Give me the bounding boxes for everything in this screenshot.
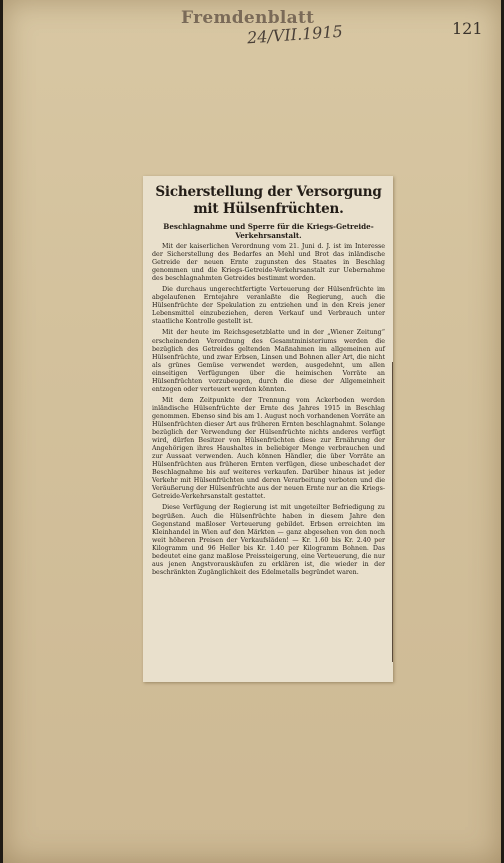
archive-page [3, 0, 501, 863]
article-subhead: Beschlagnahme und Sperre für die Kriegs-Getreide-Verkehrsanstalt. [163, 222, 374, 240]
article-paragraph: Die durchaus ungerechtfertigte Verteuerung der Hülsenfrüchte im abgelaufenen Erntejahre veranlaßte die Regierung, auch die Hülsenfrüchte der Spekulation zu entziehen und in den Kreis jener Lebensmittel einzubeziehen, deren Verkauf und Verbrauch unter staatliche Kontrolle gestellt ist. [152, 286, 385, 326]
article-paragraph: Mit der heute im Reichsgesetzblatte und in der „Wiener Zeitung“ erscheinenden Verordnung des Gesamtministeriums werden die bezüglich des Getreides geltenden Maßnahmen im allgemeinen auf Hülsenfrüchte, und zwar Erbsen, Linsen und Bohnen aller Art, die nicht als grünes Gemüse verwendet werden, ausgedehnt, um allen einseitigen Verfügungen über die heimischen Vorräte an Hülsenfrüchten vorzubeugen, durch die diese der Allgemeinheit entzogen oder verteuert werden könnten. [152, 329, 385, 393]
column-rule [392, 362, 393, 662]
article-paragraph: Diese Verfügung der Regierung ist mit ungeteilter Befriedigung zu begrüßen. Auch die Hülsenfrüchte haben in diesem Jahre den Gegenstand maßloser Verteuerung gebildet. Erbsen erreichten im Kleinhandel in Wien auf den Märkten — ganz abgesehen von den noch weit höheren Preisen der Verkaufsläden! — Kr. 1.60 bis Kr. 2.40 per Kilogramm und 96 Heller bis Kr. 1.40 per Kilogramm Bohnen. Das bedeutet eine ganz maßlose Preissteigerung, eine Verteuerung, die nur aus jenen Angstvorauskäufen zu erklären ist, die wieder in der beschränkten Zugänglichkeit des Edelmetalls begründet waren. [152, 504, 385, 576]
page-number: 121 [452, 19, 483, 38]
article-headline: Sicherstellung der Versorgung mit Hülsenfrüchten. [155, 184, 382, 217]
article-paragraph: Mit der kaiserlichen Verordnung vom 21. Juni d. J. ist im Interesse der Sicherstellung des Bedarfes an Mehl und Brot das inländische Getreide der neuen Ernte zugunsten des Staates in Beschlag genommen und die Kriegs-Getreide-Verkehrsanstalt zur Uebernahme des beschlagnahmten Getreides bestimmt worden. [152, 243, 385, 283]
handwritten-date: 24/VII.1915 [246, 21, 344, 48]
newspaper-clipping [143, 176, 393, 682]
newspaper-masthead: Fremdenblatt [181, 8, 315, 28]
article-paragraph: Mit dem Zeitpunkte der Trennung vom Ackerboden werden inländische Hülsenfrüchte der Ernte des Jahres 1915 in Beschlag genommen. Ebenso sind bis am 1. August noch vorhandenen Vorräte an Hülsenfrüchten dieser Art aus früheren Ernten beschlagnahmt. Solange bezüglich der Verwendung der Hülsenfrüchte nichts anderes verfügt wird, dürfen Besitzer von Hülsenfrüchten diese zur Ernährung der Angehörigen ihres Haushaltes in beliebiger Menge verbrauchen und zur Aussaat verwenden. Auch können Händler, die über Vorräte an Hülsenfrüchten aus früheren Ernten verfügen, diese unbeschadet der Beschlagnahme bis auf weiteres verkaufen. Darüber hinaus ist jeder Verkehr mit Hülsenfrüchten und deren Verarbeitung verboten und die Veräußerung der Hülsenfrüchte aus der neuen Ernte nur an die Kriegs-Getreide-Verkehrsanstalt gestattet. [152, 396, 385, 501]
article-body [152, 184, 385, 577]
